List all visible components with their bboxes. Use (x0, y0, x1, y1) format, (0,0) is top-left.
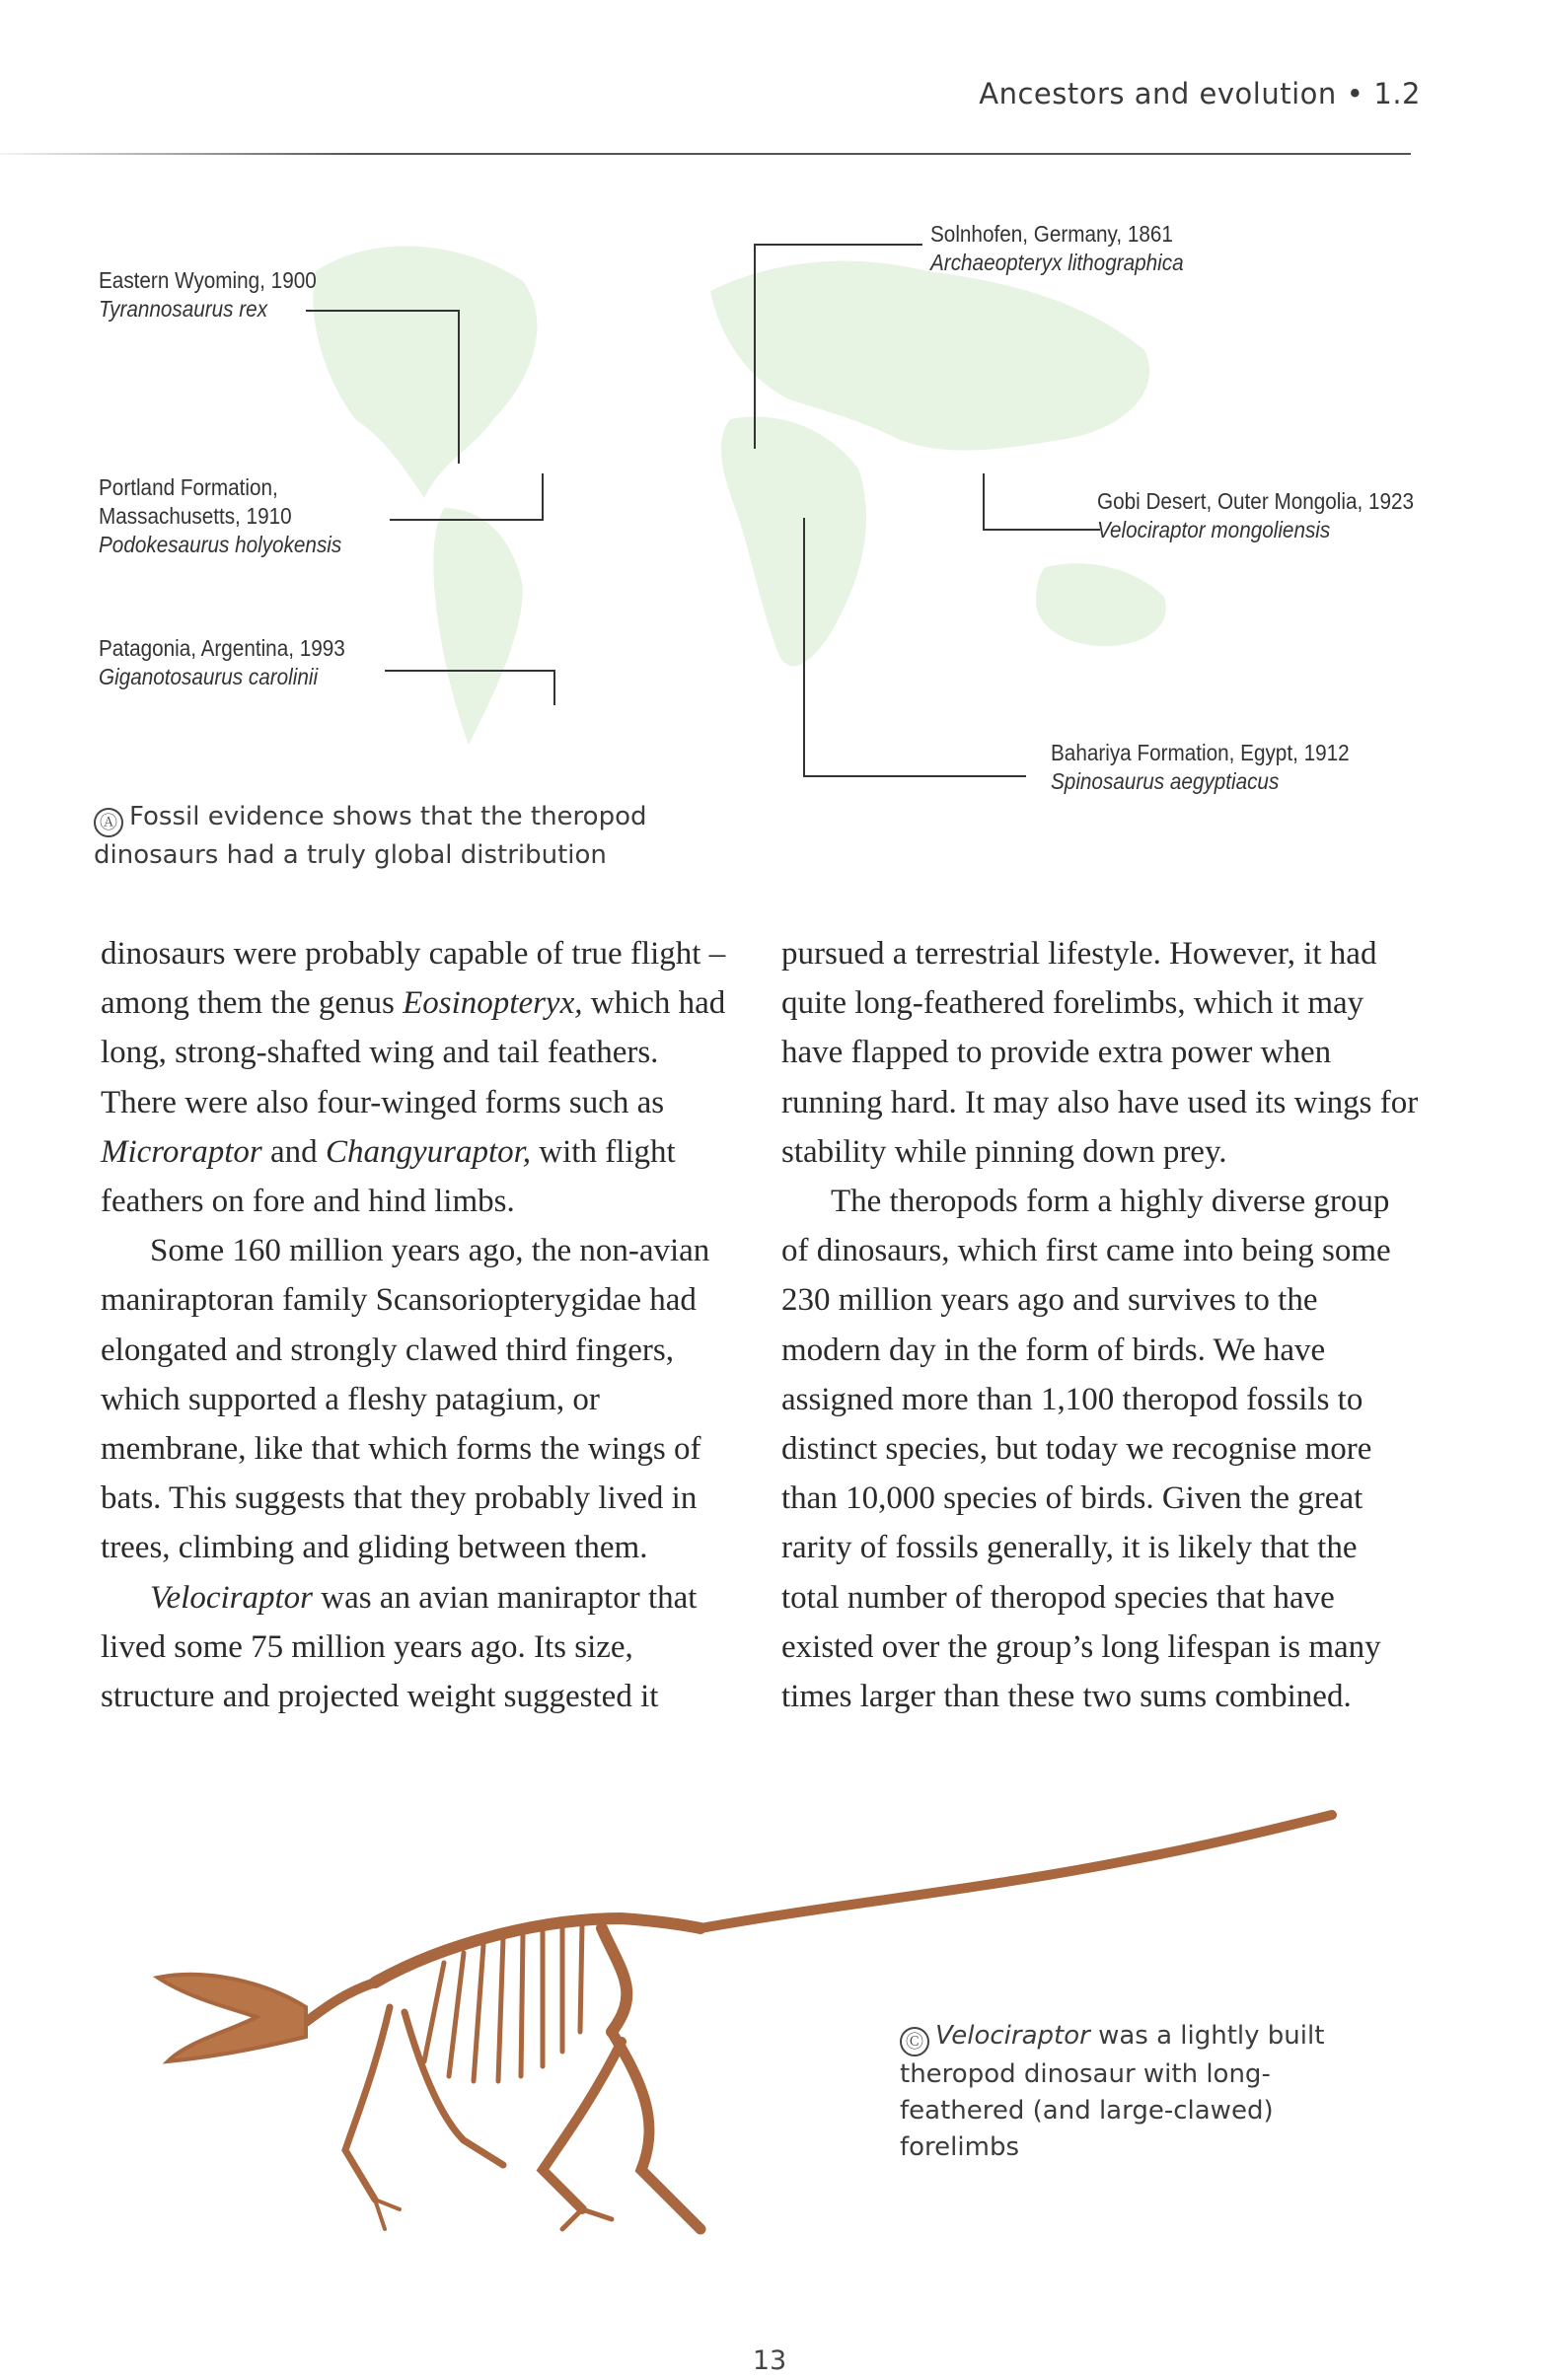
text-run: pursued a terrestrial lifestyle. However, it had quite long-feathered forelimbs, which it may have flapped to provide extra power when running hard. It may also have used its wings for stability while pinning down prey. (781, 936, 1419, 1170)
body-paragraph (101, 1226, 732, 1572)
body-paragraph (101, 929, 732, 1226)
section-number: 1.2 (1373, 77, 1421, 110)
page-number: 13 (752, 2345, 787, 2376)
caption-marker-a-icon: Ⓐ (94, 808, 123, 837)
location-label-archaeopteryx: Solnhofen, Germany, 1861 Archaeopteryx lithographica (930, 221, 1184, 275)
location-label-trex: Eastern Wyoming, 1900 Tyrannosaurus rex (99, 267, 317, 322)
caption-marker-c-icon: Ⓒ (900, 2027, 929, 2056)
text-run: The theropods form a highly diverse group of dinosaurs, which first came into being some 230 million years ago and survives to the modern day in the form of birds. We have assigned more than 1,100 theropod fossils to distinct species, but today we recognise more than 10,000 species of birds. Given the great rarity of fossils generally, it is likely that the total number of theropod species that have existed over the group’s long lifespan is many times larger than these two sums combined. (781, 1184, 1391, 1715)
body-paragraph (101, 1573, 732, 1722)
location-label-podokesaurus: Portland Formation, Massachusetts, 1910 Podokesaurus holyokensis (99, 474, 342, 557)
italic-term: Eosinopteryx, (403, 985, 583, 1022)
skeleton-figure-caption: Ⓒ Velociraptor was a lightly built theropod dinosaur with long- feathered (and large-clawed) forelimbs (900, 2021, 1325, 2162)
location-label-spinosaurus: Bahariya Formation, Egypt, 1912 Spinosaurus aegyptiacus (1051, 740, 1350, 794)
map-figure-caption: Ⓐ Fossil evidence shows that the theropod dinosaurs had a truly global distribution (94, 802, 647, 870)
body-column-right (781, 929, 1423, 1721)
text-run: dinosaurs were probably capable of true flight – among them the genus (101, 936, 726, 1022)
italic-term: Microraptor (101, 1133, 262, 1170)
text-run: was an avian maniraptor that lived some 75 million years ago. Its size, structure and projected weight suggested it (101, 1579, 698, 1715)
italic-term: Changyuraptor, (325, 1133, 532, 1170)
header-rule (0, 153, 1411, 155)
location-label-giganotosaurus: Patagonia, Argentina, 1993 Giganotosaurus carolinii (99, 635, 345, 689)
location-label-velociraptor: Gobi Desert, Outer Mongolia, 1923 Velociraptor mongoliensis (1097, 488, 1415, 542)
text-run: Some 160 million years ago, the non-avian maniraptoran family Scansoriopterygidae had elongated and strongly clawed third fingers, which supported a fleshy patagium, or membrane, like that which forms the wings of bats. This suggests that they probably lived in trees, climbing and gliding between them. (101, 1233, 710, 1566)
running-header (927, 77, 1421, 110)
section-title: Ancestors and evolution (979, 77, 1337, 110)
text-run: which had long, strong-shafted wing and tail feathers. There were also four-winged forms such as (101, 985, 726, 1120)
text-run: and (261, 1133, 326, 1170)
body-paragraph (781, 1177, 1423, 1721)
text-run: with flight feathers on fore and hind limbs. (101, 1133, 676, 1220)
body-paragraph (781, 929, 1423, 1177)
world-map-illustration (296, 212, 1233, 764)
header-separator: • (1346, 77, 1364, 110)
italic-term: Velociraptor (150, 1579, 313, 1616)
body-column-left (101, 929, 732, 1721)
